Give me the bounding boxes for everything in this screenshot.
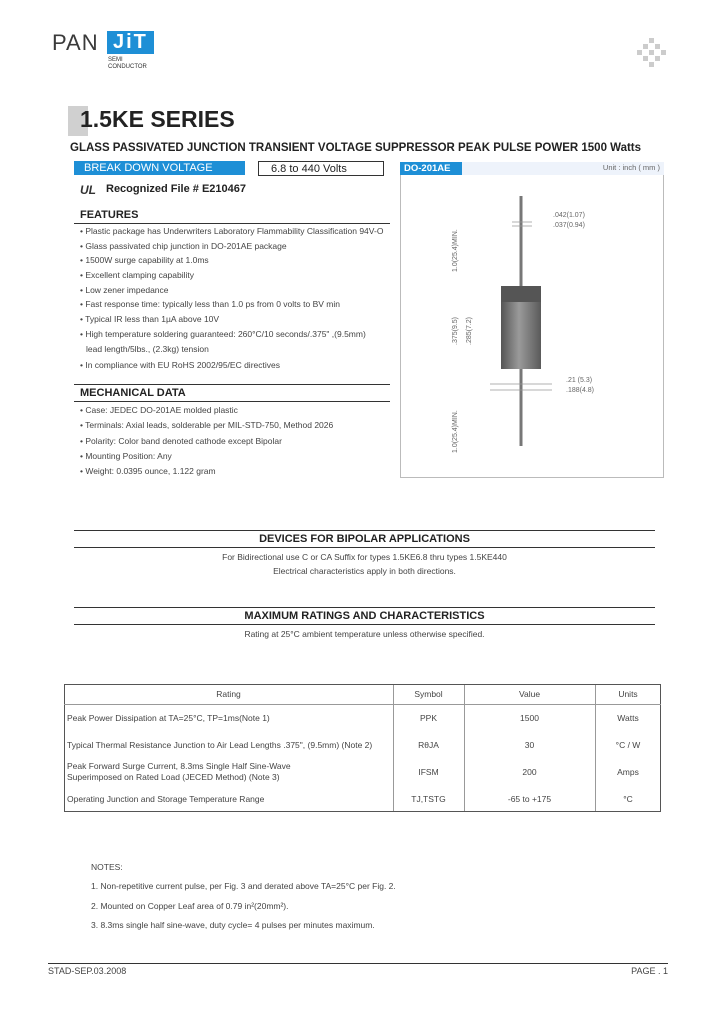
mechanical-item: • Mounting Position: Any [80, 450, 172, 461]
feature-item: • Fast response time: typically less than 1.0 ps from 0 volts to BV min [80, 299, 340, 310]
row-symbol: TJ,TSTG [411, 794, 446, 804]
breakdown-value: 6.8 to 440 Volts [258, 161, 384, 176]
features-heading: FEATURES [80, 209, 139, 221]
cathode-band [501, 286, 541, 302]
breakdown-label: BREAK DOWN VOLTAGE [74, 161, 245, 175]
feature-item: • Low zener impedance [80, 284, 169, 295]
body-length-max: .375(9.5) [452, 316, 459, 345]
row-symbol: IFSM [418, 767, 439, 777]
row-rating-line2: Superimposed on Rated Load (JECED Method) (Note 3) [67, 772, 280, 782]
package-drawing [400, 176, 664, 476]
notes-heading: NOTES: [91, 862, 123, 872]
row-rating: Peak Power Dissipation at TA=25°C, TP=1ms(Note 1) [67, 713, 270, 723]
page-subtitle: GLASS PASSIVATED JUNCTION TRANSIENT VOLTAGE SUPPRESSOR PEAK PULSE POWER 1500 Watts [70, 142, 642, 154]
mechanical-rule-bottom [74, 401, 390, 402]
row-value: -65 to +175 [507, 794, 552, 804]
ratings-note: Rating at 25°C ambient temperature unless otherwise specified. [244, 629, 485, 639]
footer-page: PAGE . 1 [631, 966, 668, 976]
logo-sub-line2: CONDUCTOR [108, 64, 147, 70]
logo-subtitle [108, 57, 147, 71]
row-value: 200 [522, 767, 537, 777]
bipolar-line-2: Electrical characteristics apply in both directions. [273, 566, 456, 576]
recognized-file: Recognized File # E210467 [106, 183, 247, 195]
note-item: 2. Mounted on Copper Leaf area of 0.79 in²(20mm²). [91, 901, 289, 911]
col-header-rating: Rating [216, 689, 241, 699]
footer-date: STAD-SEP.03.2008 [48, 966, 127, 976]
logo-pan-text: PAN [52, 30, 99, 55]
lead-diameter-max: .042(1.07) [553, 212, 585, 219]
row-rating: Peak Forward Surge Current, 8.3ms Single Half Sine-Wave [67, 761, 291, 771]
lead-length-bottom: 1.0(25.4)MIN. [452, 410, 459, 453]
mechanical-item: • Case: JEDEC DO-201AE molded plastic [80, 405, 238, 415]
logo-jit-text: JiT [107, 31, 154, 54]
logo-sub-line1: SEMI [108, 57, 123, 63]
feature-item: • Excellent clamping capability [80, 270, 195, 281]
row-units: Amps [617, 767, 639, 777]
lead-length-top: 1.0(25.4)MIN. [452, 229, 459, 272]
footer-rule [48, 963, 668, 964]
ul-mark-icon: UL [80, 183, 96, 197]
row-value: 30 [524, 740, 535, 750]
bipolar-line-1: For Bidirectional use C or CA Suffix for types 1.5KE6.8 thru types 1.5KE440 [222, 552, 507, 562]
ratings-rule-top [74, 607, 655, 608]
row-symbol: PPK [419, 713, 437, 723]
row-rating: Operating Junction and Storage Temperature Range [67, 794, 265, 804]
row-value: 1500 [520, 713, 539, 723]
mechanical-item: • Terminals: Axial leads, solderable per MIL-STD-750, Method 2026 [80, 420, 334, 431]
bipolar-heading: DEVICES FOR BIPOLAR APPLICATIONS [259, 533, 470, 545]
decorative-dots-icon [636, 38, 666, 68]
col-header-units: Units [618, 689, 638, 699]
lead-diameter-min: .037(0.94) [553, 222, 585, 229]
bipolar-rule-top [74, 530, 655, 531]
ratings-heading: MAXIMUM RATINGS AND CHARACTERISTICS [244, 610, 485, 622]
feature-item: • Plastic package has Underwriters Laboratory Flammability Classification 94V-O [80, 226, 384, 236]
row-units: Watts [617, 713, 639, 723]
col-header-symbol: Symbol [414, 689, 443, 699]
body-diameter-min: .188(4.8) [566, 387, 595, 394]
row-units: °C [623, 794, 633, 804]
mechanical-rule-top [74, 384, 390, 385]
row-rating: Typical Thermal Resistance Junction to Air Lead Lengths .375", (9.5mm) (Note 2) [67, 740, 373, 750]
feature-item: • High temperature soldering guaranteed: 260°C/10 seconds/.375" ,(9.5mm) [80, 328, 366, 339]
features-rule [74, 223, 390, 224]
feature-item: • Typical IR less than 1µA above 10V [80, 314, 220, 325]
feature-item: • 1500W surge capability at 1.0ms [80, 255, 209, 266]
row-symbol: RθJA [418, 740, 439, 750]
feature-item: • In compliance with EU RoHS 2002/95/EC directives [80, 360, 280, 371]
note-item: 3. 8.3ms single half sine-wave, duty cycle= 4 pulses per minutes maximum. [91, 920, 375, 930]
feature-item: lead length/5lbs., (2.3kg) tension [86, 343, 209, 354]
mechanical-item: • Polarity: Color band denoted cathode except Bipolar [80, 435, 282, 446]
package-unit: Unit : inch ( mm ) [602, 163, 660, 172]
body-length-min: .285(7.2) [466, 316, 473, 345]
row-units: °C / W [615, 740, 641, 750]
mechanical-item: • Weight: 0.0395 ounce, 1.122 gram [80, 466, 216, 477]
features-list [80, 226, 383, 375]
table-header-rule [64, 704, 661, 705]
body-diameter-max: .21 (5.3) [566, 377, 593, 384]
bipolar-rule-bottom [74, 547, 655, 548]
page-title: 1.5KE SERIES [80, 106, 235, 132]
col-header-value: Value [518, 689, 541, 699]
note-item: 1. Non-repetitive current pulse, per Fig. 3 and derated above TA=25°C per Fig. 2. [91, 881, 396, 891]
mechanical-list [80, 405, 333, 481]
mechanical-heading: MECHANICAL DATA [80, 387, 186, 399]
package-name: DO-201AE [400, 162, 462, 175]
feature-item: • Glass passivated chip junction in DO-201AE package [80, 240, 287, 251]
ratings-rule-bottom [74, 624, 655, 625]
